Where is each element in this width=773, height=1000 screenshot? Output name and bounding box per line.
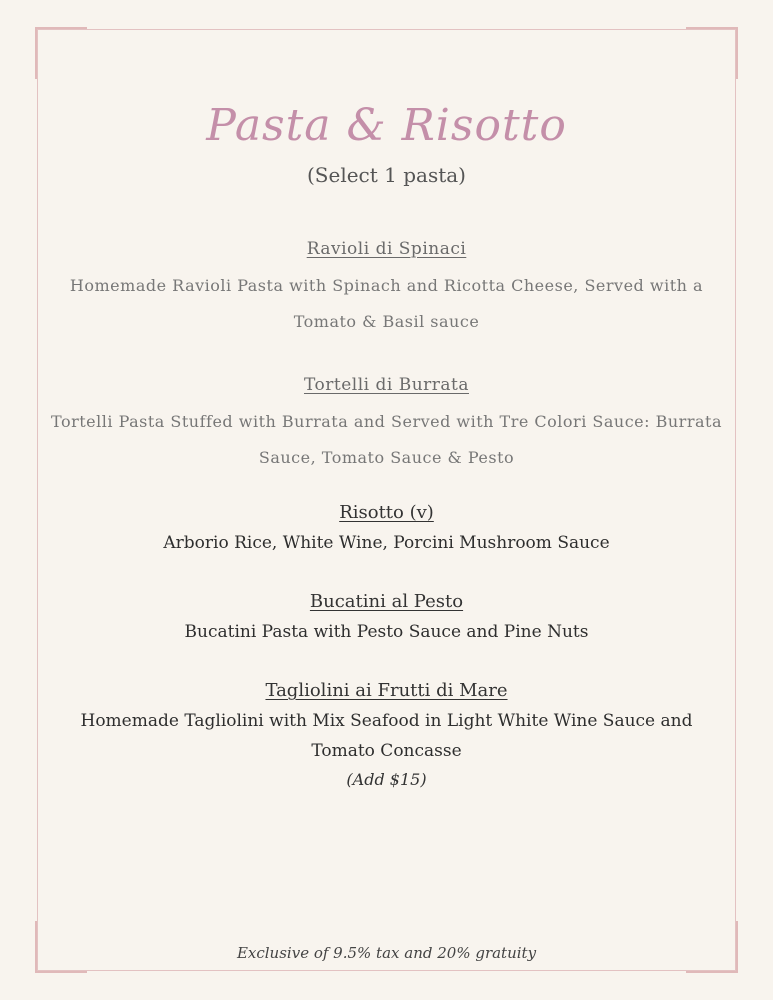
menu-title: Pasta & Risotto <box>206 100 567 151</box>
frame-bottom-line <box>37 970 736 971</box>
menu-item-name: Tagliolini ai Frutti di Mare <box>265 680 508 701</box>
frame-top-line <box>37 29 736 30</box>
menu-item-description: Arborio Rice, White Wine, Porcini Mushroom Sauce <box>163 533 610 553</box>
menu-item-description: Bucatini Pasta with Pesto Sauce and Pine Nuts <box>184 622 589 642</box>
menu-subtitle: (Select 1 pasta) <box>306 163 466 187</box>
frame-corner-top-left <box>35 27 87 79</box>
menu-item-risotto <box>60 500 713 558</box>
menu-footer-note: Exclusive of 9.5% tax and 20% gratuity <box>236 944 537 962</box>
menu-item-description: Homemade Ravioli Pasta with Spinach and Ricotta Cheese, Served with a Tomato & Basil sauce <box>69 276 704 331</box>
menu-item-description: Tortelli Pasta Stuffed with Burrata and Served with Tre Colori Sauce: Burrata Sauce, Tomato Sauce & Pesto <box>51 412 722 467</box>
menu-item-description: Homemade Tagliolini with Mix Seafood in Light White Wine Sauce and Tomato Concasse <box>80 711 693 761</box>
menu-item-ravioli <box>60 236 713 340</box>
menu-item-name: Ravioli di Spinaci <box>306 239 467 259</box>
menu-item-tortelli <box>40 372 733 476</box>
menu-item-name: Bucatini al Pesto <box>309 591 464 612</box>
menu-item-tagliolini <box>50 678 723 794</box>
menu-item-bucatini <box>60 589 713 647</box>
menu-item-name: Risotto (v) <box>339 502 434 523</box>
menu-item-name: Tortelli di Burrata <box>303 375 469 395</box>
menu-item-price-note: (Add $15) <box>346 770 427 789</box>
frame-corner-top-right <box>686 27 738 79</box>
